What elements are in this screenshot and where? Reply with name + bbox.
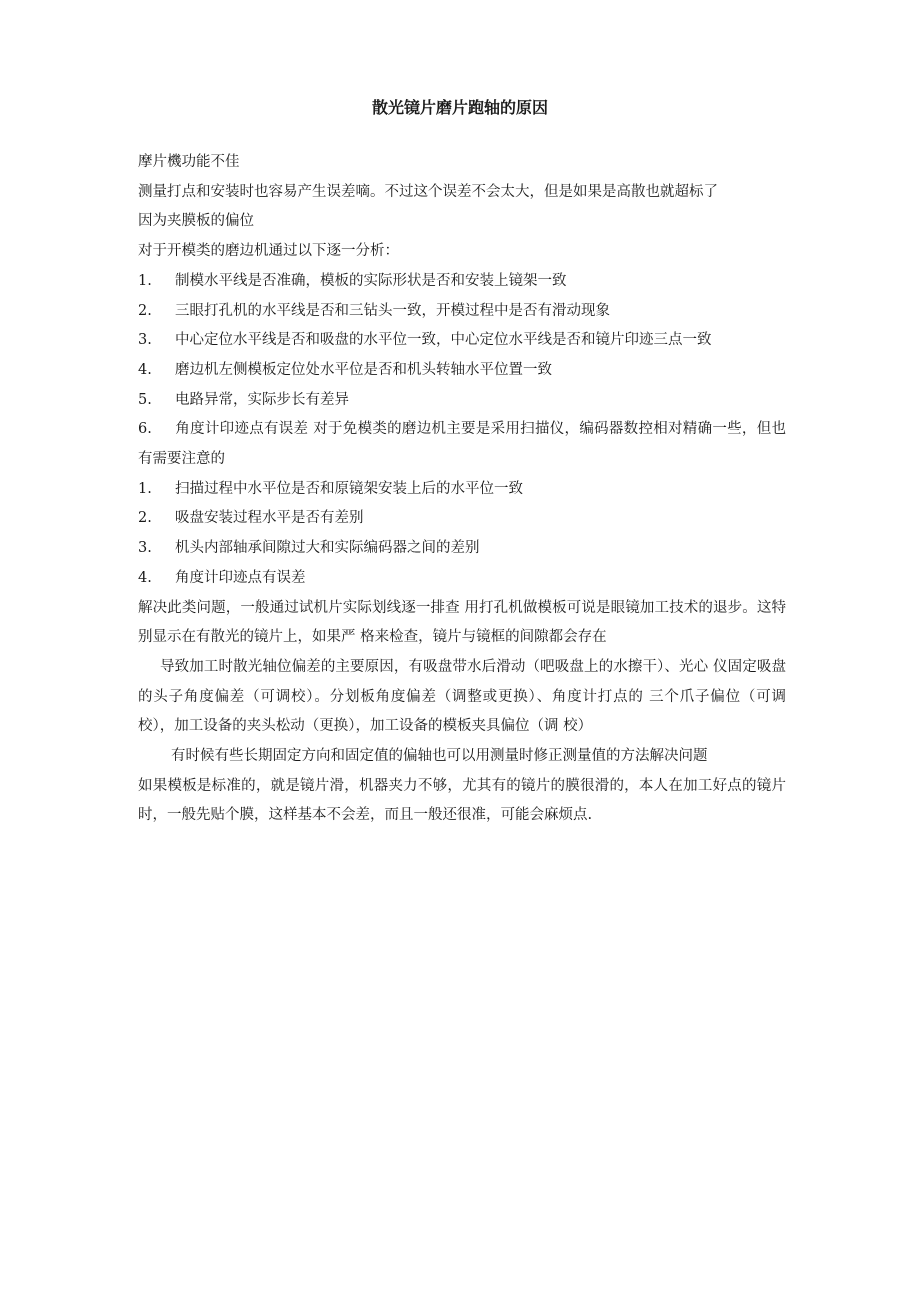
list-number: 1.	[138, 272, 152, 289]
list-item	[138, 297, 786, 327]
list-text: 电路异常，实际步长有差异	[175, 391, 349, 408]
list-number: 2.	[138, 302, 152, 319]
intro-line: 因为夹膜板的偏位	[138, 213, 254, 230]
paragraph: 导致加工时散光轴位偏差的主要原因，有吸盘带水后滑动（吧吸盘上的水擦干）、光心 仪固定吸盘的头子角度偏差（可调校）。分划板角度偏差（调整或更换）、角度计打点的 三个爪子偏位（可调校），加工设备的夹头松动（更换），加工设备的模板夹具偏位（调 校）	[138, 658, 786, 735]
list-number: 4.	[138, 569, 152, 586]
list-text: 三眼打孔机的水平线是否和三钻头一致，开模过程中是否有滑动现象	[175, 302, 610, 319]
list-item	[138, 475, 786, 505]
document-title: 散光镜片磨片跑轴的原因	[371, 98, 548, 117]
list-number: 2.	[138, 510, 152, 527]
list-text: 吸盘安装过程水平是否有差别	[175, 510, 364, 527]
list-number: 4.	[138, 361, 152, 378]
list-item	[138, 356, 786, 386]
list-number: 1.	[138, 480, 152, 497]
intro-line: 测量打点和安装时也容易产生误差嘀。不过这个误差不会太大，但是如果是高散也就超标了	[138, 183, 718, 200]
intro-line: 摩片機功能不佳	[138, 154, 240, 170]
list-item	[138, 267, 786, 297]
list-item	[138, 415, 786, 474]
list-text: 机头内部轴承间隙过大和实际编码器之间的差别	[175, 540, 480, 557]
list-item	[138, 386, 786, 416]
list-text: 制模水平线是否准确，模板的实际形状是否和安装上镜架一致	[175, 272, 567, 289]
paragraph: 如果模板是标准的，就是镜片滑，机器夹力不够，尤其有的镜片的膜很滑的，本人在加工好点的镜片时，一般先贴个膜，这样基本不会差，而且一般还很准，可能会麻烦点.	[138, 777, 786, 824]
list-number: 5.	[138, 391, 152, 408]
list-text: 磨边机左侧模板定位处水平位是否和机头转轴水平位置一致	[175, 361, 552, 378]
list-item	[138, 504, 786, 534]
list-item	[138, 534, 786, 564]
list-text: 扫描过程中水平位是否和原镜架安装上后的水平位一致	[175, 480, 523, 497]
document-body	[138, 148, 786, 831]
paragraph: 有时候有些长期固定方向和固定值的偏轴也可以用测量时修正测量值的方法解决问题	[171, 748, 708, 765]
list-item	[138, 564, 786, 594]
paragraph: 解决此类问题，一般通过试机片实际划线逐一排查 用打孔机做模板可说是眼镜加工技术的退步。这特别显示在有散光的镜片上，如果严 格来检查，镜片与镜框的间隙都会存在	[138, 599, 786, 646]
list-item	[138, 326, 786, 356]
intro-line: 对于开模类的磨边机通过以下逐一分析：	[138, 243, 399, 260]
list-number: 3.	[138, 332, 152, 349]
list-number: 6.	[138, 421, 152, 438]
list-text: 中心定位水平线是否和吸盘的水平位一致，中心定位水平线是否和镜片印迹三点一致	[175, 332, 712, 349]
list-number: 3.	[138, 540, 152, 557]
list-text: 角度计印迹点有误差	[175, 569, 306, 586]
list-text: 角度计印迹点有误差 对于免模类的磨边机主要是采用扫描仪，编码器数控相对精确一些，但也有需要注意的	[138, 421, 786, 468]
